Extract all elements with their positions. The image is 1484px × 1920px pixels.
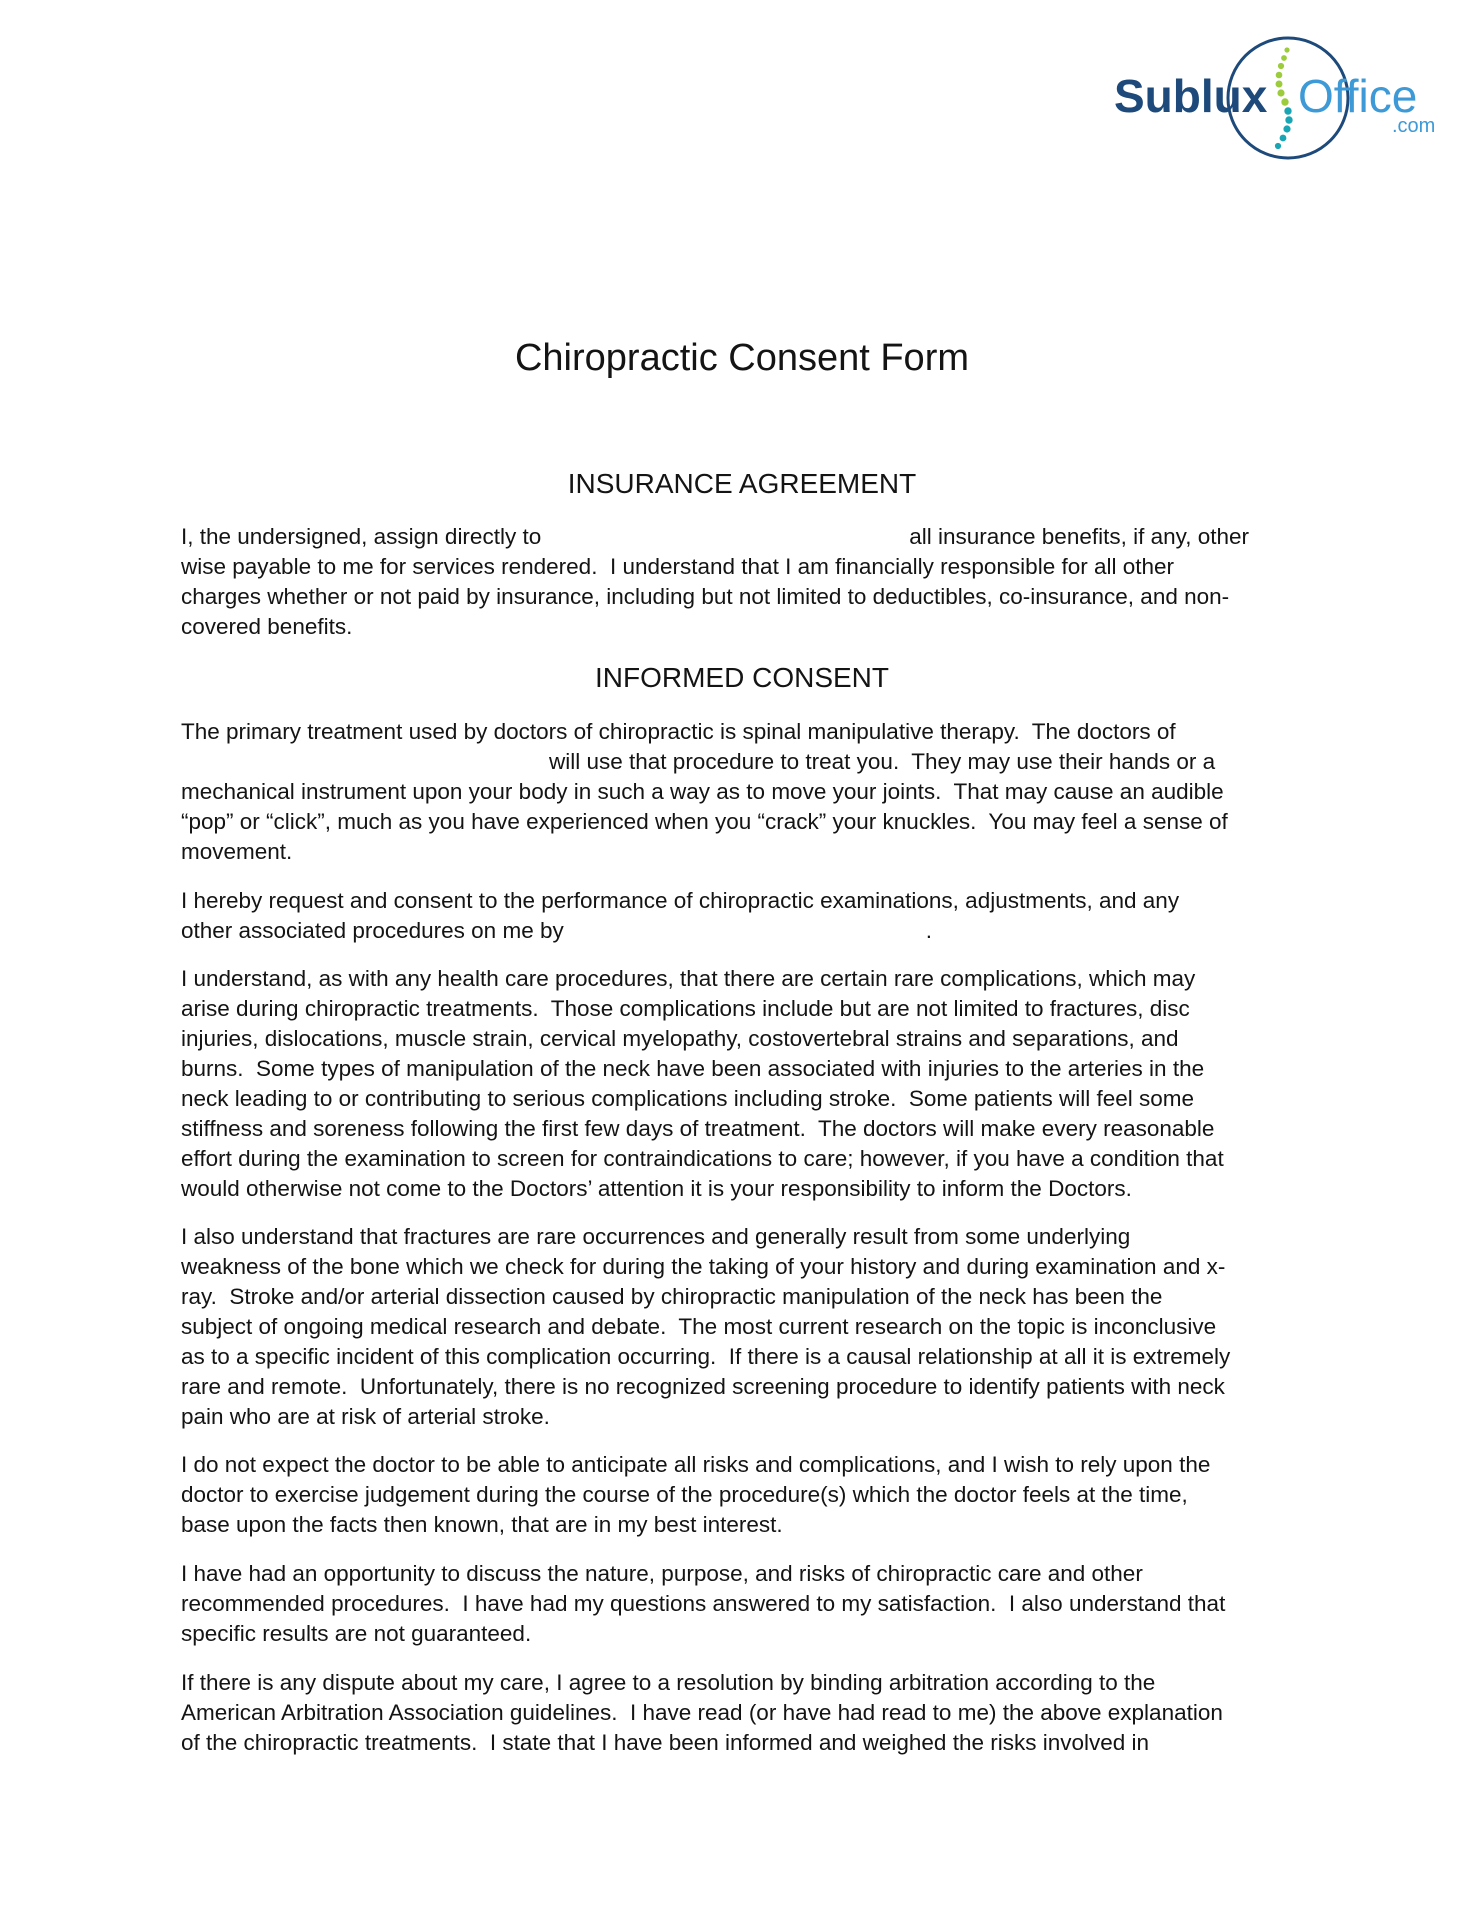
paragraph-line: rare and remote. Unfortunately, there is no recognized screening procedure to identify patients with neck <box>181 1374 1225 1399</box>
paragraph-line: specific results are not guaranteed. <box>181 1621 532 1646</box>
line-segment: . <box>925 918 932 943</box>
spine-icon <box>1275 47 1293 149</box>
paragraph-line: movement. <box>181 839 293 864</box>
paragraph-line: wise payable to me for services rendered. I understand that I am financially responsible for all other <box>181 554 1175 579</box>
logo-text-sublux: Sublux <box>1114 70 1268 122</box>
paragraph-line: weakness of the bone which we check for during the taking of your history and during examination and x- <box>181 1254 1226 1279</box>
paragraph-line: arise during chiropractic treatments. Those complications include but are not limited to fractures, disc <box>181 996 1190 1021</box>
informed-consent-heading: INFORMED CONSENT <box>595 662 889 693</box>
paragraph-line: injuries, dislocations, muscle strain, cervical myelopathy, costovertebral strains and separations, and <box>181 1026 1179 1051</box>
paragraph-line: recommended procedures. I have had my questions answered to my satisfaction. I also understand that <box>181 1591 1226 1616</box>
paragraph-line: would otherwise not come to the Doctors’ attention it is your responsibility to inform the Doctors. <box>181 1176 1132 1201</box>
document-title: Chiropractic Consent Form <box>514 337 970 379</box>
line-segment: all insurance benefits, if any, other <box>909 524 1249 549</box>
paragraph-line: burns. Some types of manipulation of the neck have been associated with injuries to the arteries in the <box>181 1056 1205 1081</box>
paragraph-line: “pop” or “click”, much as you have experienced when you “crack” your knuckles. You may feel a sense of <box>181 809 1228 834</box>
paragraph-line: The primary treatment used by doctors of chiropractic is spinal manipulative therapy. The doctors of <box>181 719 1176 744</box>
line-segment: I, the undersigned, assign directly to <box>181 524 542 549</box>
consent-paragraph-5 <box>181 1450 1321 1540</box>
paragraph-line: I hereby request and consent to the performance of chiropractic examinations, adjustments, and any <box>181 888 1180 913</box>
paragraph-line: I also understand that fractures are rare occurrences and generally result from some underlying <box>181 1224 1131 1249</box>
paragraph-line: ray. Stroke and/or arterial dissection caused by chiropractic manipulation of the neck has been the <box>181 1284 1163 1309</box>
paragraph-line: subject of ongoing medical research and debate. The most current research on the topic is inconclusive <box>181 1314 1217 1339</box>
paragraph-line <box>181 916 1321 946</box>
line-segment: other associated procedures on me by <box>181 918 564 943</box>
paragraph-line: American Arbitration Association guidelines. I have read (or have had read to me) the above explanation <box>181 1700 1223 1725</box>
paragraph-line: I understand, as with any health care procedures, that there are certain rare complications, which may <box>181 966 1196 991</box>
paragraph-line: neck leading to or contributing to serious complications including stroke. Some patients will feel some <box>181 1086 1195 1111</box>
subluxoffice-logo <box>1110 34 1440 166</box>
insurance-agreement-heading: INSURANCE AGREEMENT <box>567 468 917 499</box>
consent-paragraph-7 <box>181 1668 1321 1758</box>
paragraph-line <box>181 747 1321 777</box>
logo-text-office: Office <box>1298 70 1418 122</box>
paragraph-line: effort during the examination to screen for contraindications to care; however, if you have a condition that <box>181 1146 1224 1171</box>
line-segment: will use that procedure to treat you. They may use their hands or a <box>549 749 1216 774</box>
consent-paragraph-2 <box>181 886 1321 946</box>
consent-paragraph-6 <box>181 1559 1321 1649</box>
consent-paragraph-3 <box>181 964 1321 1204</box>
consent-paragraph-1 <box>181 717 1321 867</box>
paragraph-line: covered benefits. <box>181 614 353 639</box>
consent-paragraph-4 <box>181 1222 1321 1432</box>
paragraph-line: of the chiropractic treatments. I state that I have been informed and weighed the risks involved in <box>181 1730 1150 1755</box>
insurance-agreement-paragraph <box>181 522 1321 642</box>
paragraph-line: stiffness and soreness following the first few days of treatment. The doctors will make every reasonable <box>181 1116 1215 1141</box>
paragraph-line: doctor to exercise judgement during the course of the procedure(s) which the doctor feels at the time, <box>181 1482 1188 1507</box>
paragraph-line <box>181 522 1321 552</box>
paragraph-line: base upon the facts then known, that are in my best interest. <box>181 1512 783 1537</box>
paragraph-line: charges whether or not paid by insurance, including but not limited to deductibles, co-insurance, and non- <box>181 584 1230 609</box>
paragraph-line: I do not expect the doctor to be able to anticipate all risks and complications, and I wish to rely upon the <box>181 1452 1211 1477</box>
paragraph-line: pain who are at risk of arterial stroke. <box>181 1404 550 1429</box>
paragraph-line: If there is any dispute about my care, I agree to a resolution by binding arbitration according to the <box>181 1670 1156 1695</box>
logo-text-com: .com <box>1392 115 1436 137</box>
paragraph-line: I have had an opportunity to discuss the nature, purpose, and risks of chiropractic care and other <box>181 1561 1143 1586</box>
paragraph-line: as to a specific incident of this complication occurring. If there is a causal relationship at all it is extremely <box>181 1344 1231 1369</box>
paragraph-line: mechanical instrument upon your body in such a way as to move your joints. That may cause an audible <box>181 779 1224 804</box>
